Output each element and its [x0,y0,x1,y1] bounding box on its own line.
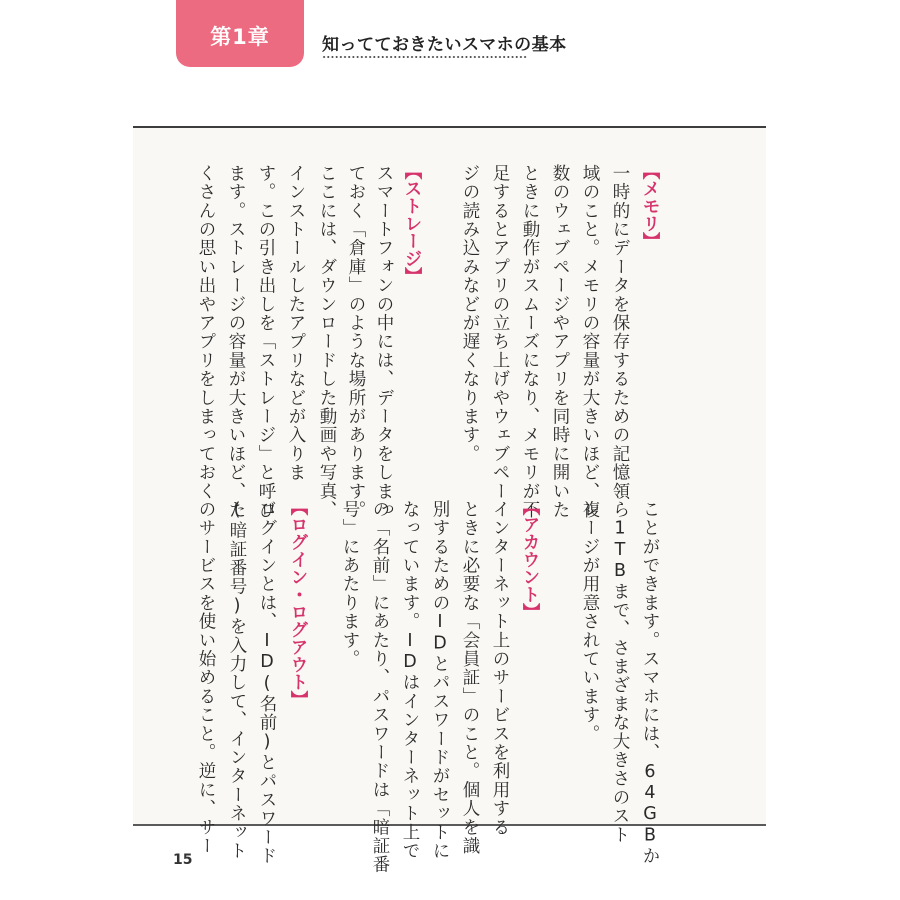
memory-line: 一時的にデータを保存するための記憶領 [610,164,630,501]
page-number: 15 [173,852,193,868]
memory-line: ジの読み込みなどが遅くなります。 [460,164,480,464]
chapter-title: 知ってておきたいスマホの基本 [322,35,567,55]
account-line: 別するためのIDとパスワードがセットに [430,500,450,861]
storage-line: ことができます。スマホには、64GBか [640,500,660,866]
memory-line: ときに動作がスムーズになり、メモリが不 [520,164,540,520]
memory-line: 足するとアプリの立ち上げやウェブペー [490,164,510,501]
storage-line: スマートフォンの中には、データをしまっ [374,164,394,520]
storage-line: ます。ストレージの容量が大きいほど、た [226,164,246,520]
login-line: のサービスを使い始めること。逆に、サー [196,500,216,856]
storage-line: くさんの思い出やアプリをしまっておく [196,164,216,501]
storage-line: す。この引き出しを「ストレージ」と呼び [256,164,276,520]
login-line: ログインとは、ID(名前)とパスワード [257,500,277,866]
storage-line: インストールしたアプリなどが入りま [286,164,306,482]
account-line: インターネット上のサービスを利用する [490,500,510,837]
memory-line: 域のこと。メモリの容量が大きいほど、複 [580,164,600,520]
account-line: の「名前」にあたり、パスワードは「暗証番 [370,500,390,874]
login-line: (暗証番号)を入力して、インターネット [227,500,247,861]
section-heading-account: 【アカウント】 [520,498,540,621]
storage-line: ここには、ダウンロードした動画や写真、 [317,164,337,520]
section-heading-login: 【ログイン・ログアウト】 [288,498,308,708]
storage-line: ら1TBまで、さまざまな大きさのスト [610,500,630,845]
memory-line: 数のウェブページやアプリを同時に開いた [550,164,570,520]
account-line: ときに必要な「会員証」のこと。個人を識 [460,500,480,856]
storage-line: レージが用意されています。 [580,500,600,744]
storage-line: ておく「倉庫」のような場所があります。 [346,164,366,520]
title-dotted-underline [322,56,528,58]
chapter-tab [176,0,304,67]
account-line: 号」にあたります。 [340,500,360,669]
account-line: なっています。IDはインターネット上で [400,500,420,861]
section-heading-storage: 【ストレージ】 [402,162,422,285]
chapter-label: 第1章 [210,25,270,49]
section-heading-memory: 【メモリ】 [640,162,660,250]
